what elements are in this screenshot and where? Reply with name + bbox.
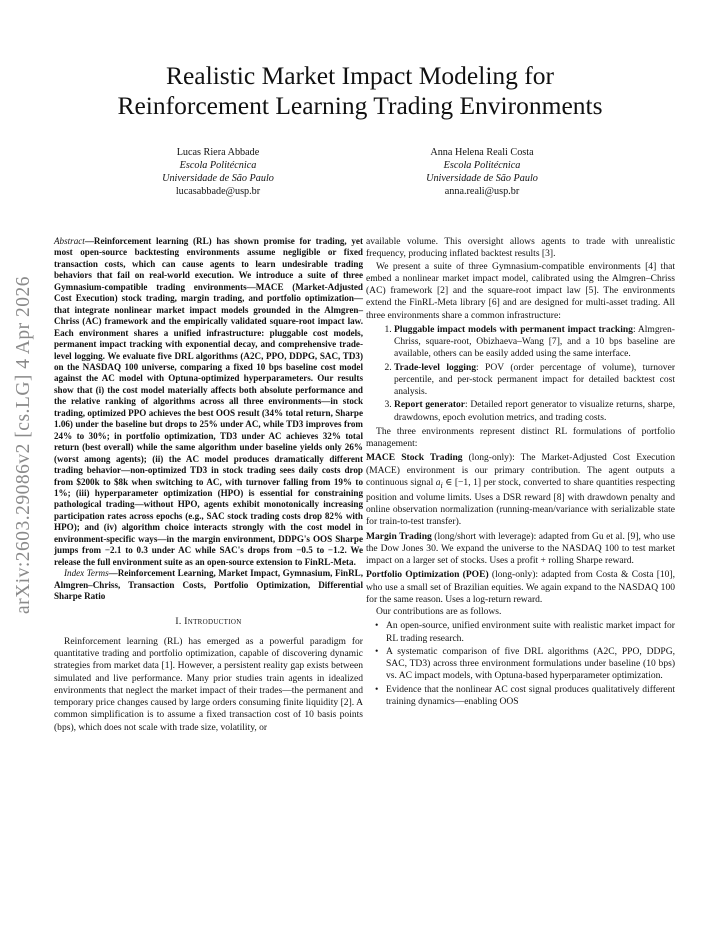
contribution-item: • An open-source, unified environment suite with realistic market impact for RL trading research. — [386, 620, 675, 645]
contribution-item: • A systematic comparison of five DRL algorithms (A2C, PPO, DDPG, SAC, TD3) across three environment formulations under baseline (10 bps) vs. AC impact models, with Optuna-based hyperparameter optimization. — [386, 646, 675, 683]
feature-text: : POV (order percentage of volume), turnover percentile, and per-stock permanent impact for detailed backtest cost analysis. — [394, 361, 675, 397]
author-name: Lucas Riera Abbade — [176, 147, 260, 158]
index-terms-label: Index Terms — [64, 568, 109, 579]
feature-text: : Almgren-Chriss, square-root, Obizhaeva–Wang [7], and a 10 bps baseline are available, others can be easily added using the same interface. — [394, 323, 675, 360]
title-line-2: Reinforcement Learning Trading Environments — [117, 91, 603, 120]
section-heading-introduction — [54, 616, 363, 628]
mace-paragraph — [366, 452, 675, 528]
feature-item — [394, 362, 675, 399]
section-title: Introduction — [184, 616, 242, 627]
poe-paragraph — [366, 569, 675, 606]
margin-text: (long/short with leverage): adapted from Gu et al. [9], who use the Dow Jones 30. We expand the universe to the NASDAQ 100 to test market impact on a larger set of stocks. Uses a profit + rolling Sharpe reward. — [366, 530, 675, 567]
title-line-1: Realistic Market Impact Modeling for — [165, 61, 555, 90]
author-email[interactable]: anna.reali@usp.br — [444, 186, 520, 197]
mace-label: MACE Stock Trading — [366, 452, 463, 464]
poe-text: (long-only): adapted from Costa & Costa [10], who use a small set of Brazilian equities. We again expand to the NASDAQ 100 for the same reason. Uses a log-return reward. — [366, 569, 675, 605]
mace-math: a — [435, 476, 441, 488]
index-terms-text: —Reinforcement Learning, Market Impact, Gymnasium, FinRL, Almgren–Chriss, Transaction Costs, Portfolio Optimization, Differential Sharpe Ratio — [54, 568, 363, 602]
contributions-list — [366, 620, 675, 708]
formulations-intro: The three environments represent distinct RL formulations of portfolio management: — [366, 425, 675, 449]
left-column — [54, 236, 363, 734]
margin-paragraph — [366, 531, 675, 568]
mace-text-b: per stock, converted to share quantities respecting position and volume limits. Uses a DSR reward [8] with drawdown penalty and online observation normalization (running-mean/variance with serializable state for train-to-test transfer). — [366, 476, 675, 528]
author-university: Universidade de São Paulo — [426, 173, 538, 184]
contribution-item: • Evidence that the nonlinear AC cost signal produces qualitatively different training dynamics—enabling OOS — [386, 684, 675, 709]
paper-title — [60, 61, 660, 121]
mace-math-rest: ∈ [−1, 1] — [442, 476, 482, 488]
mace-math-sub: i — [440, 480, 443, 490]
contributions-intro: Our contributions are as follows. — [376, 606, 502, 618]
right-column — [366, 236, 675, 709]
suite-paragraph: We present a suite of three Gymnasium-compatible environments [4] that embed a nonlinear market impact model, calibrated using the Almgren–Chriss (AC) framework [2] and the square-root impact law [5]. The environments extend the FinRL-Meta library [6] and are designed for multi-asset trading. All three environments share a common infrastructure: — [366, 260, 675, 321]
arxiv-id: arXiv:2603.29086v2 [cs.LG] 4 Apr 2026 — [13, 275, 34, 615]
feature-label: Pluggable impact models with permanent impact tracking — [394, 323, 633, 335]
author-name: Anna Helena Reali Costa — [430, 147, 534, 158]
feature-label: Report generator — [394, 399, 466, 411]
feature-text: : Detailed report generator to visualize returns, sharpe, drawdowns, epoch evolution metrics, and trading costs. — [394, 399, 675, 423]
feature-item — [394, 324, 675, 361]
arxiv-stamp — [6, 245, 42, 645]
feature-label: Trade-level logging — [394, 361, 477, 373]
intro-paragraph: Reinforcement learning (RL) has emerged as a powerful paradigm for quantitative trading and portfolio optimization, capable of discovering dynamic strategies from market data [1]. However, a persistent reality gap exists between simulated and live performance. Many prior studies train agents in idealized environments that neglect the market impact of their trades—the permanent and temporary price changes caused by large orders consuming finite liquidity [2]. A common simplification is to assume a fixed transaction cost of 10 basis points (bps), which does not scale with trade size, volatility, or — [54, 635, 363, 733]
index-terms — [54, 568, 363, 602]
abstract — [54, 236, 363, 568]
abstract-label: Abstract — [54, 236, 85, 246]
author-email[interactable]: lucasabbade@usp.br — [175, 186, 261, 197]
intro-continued: available volume. This oversight allows agents to trade with unrealistic frequency, producing inflated backtest results [3]. — [366, 236, 675, 260]
mace-text-a: (long-only): The Market-Adjusted Cost Execution (MACE) environment is our primary contribution. The agent outputs a continuous signal — [366, 452, 675, 488]
author-school: Escola Politécnica — [443, 160, 521, 171]
feature-list — [366, 324, 675, 424]
section-number: I. — [175, 616, 182, 627]
feature-item — [394, 399, 675, 424]
author-school: Escola Politécnica — [179, 160, 257, 171]
margin-label: Margin Trading — [366, 530, 432, 542]
author-university: Universidade de São Paulo — [162, 173, 274, 184]
poe-label: Portfolio Optimization (POE) — [366, 569, 489, 581]
author-block-2 — [367, 146, 597, 198]
abstract-text: —Reinforcement learning (RL) has shown promise for trading, yet most open-source backtesting environments assume negligible or fixed transaction costs, which can cause agents to learn undesirable trading behaviors that fail on real-world execution. We introduce a suite of three Gymnasium-compatible trading environments—MACE (Market-Adjusted Cost Execution) stock trading, margin trading, and portfolio optimization—that integrate nonlinear market impact models grounded in the Almgren–Chriss (AC) framework and the empirically validated square-root impact law. Each environment shares a unified infrastructure: pluggable cost models, permanent impact tracking with exponential decay, and comprehensive trade-level logging. We evaluate five DRL algorithms (A2C, PPO, DDPG, SAC, TD3) on the NASDAQ 100 universe, comparing a fixed 10 bps baseline cost model against the AC model with Optuna-optimized hyperparameters. Our results show that (i) the cost model materially affects both absolute performance and the relative ranking of algorithms across all three environments—in stock trading, optimized PPO achieves the best OOS result (34% total return, Sharpe 1.06) under the baseline but drops to 25% under AC, while TD3 improves from 24% to 30%; in portfolio optimization, TD3 under AC achieves 32% total return (best overall) while the same algorithm under baseline yields only 26% (worst among agents); (ii) the AC model produces dramatically different trading behavior—non-optimized TD3 in stock trading sees daily costs drop from $200k to $8k when switching to AC, with turnover falling from 19% to 1%; (iii) hyperparameter optimization (HPO) is essential for constraining pathological trading—without HPO, agents exhibit monotonically increasing participation rates across epochs (e.g., SAC stock trading costs drop 82% with HPO); and (iv) algorithm choice interacts strongly with the cost model in environment-specific ways—in the margin environment, DDPG's OOS Sharpe jumps from −2.1 to 0.3 under AC while SAC's drops from −0.5 to −1.2. We release the full environment suite as an open-source extension to FinRL-Meta. — [54, 236, 363, 567]
author-block-1 — [103, 146, 333, 198]
